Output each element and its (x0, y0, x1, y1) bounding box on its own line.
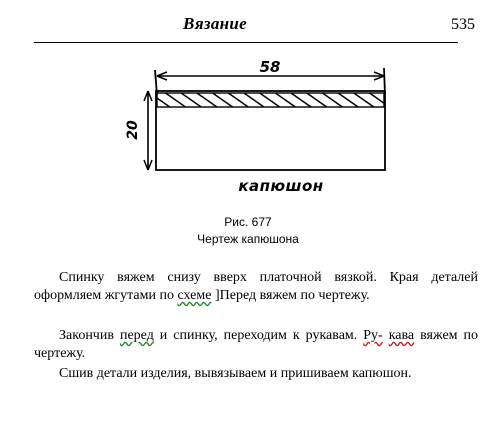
paragraph-text: ]Перед вяжем по чертежу. (211, 288, 370, 303)
body-paragraph (34, 327, 478, 363)
paragraph-text: вяжем по чертежу. (34, 328, 479, 361)
paragraph-text: Сшив детали изделия, вывязываем и пришиваем капюшон. (59, 366, 412, 381)
paragraph-text: и спинку, переходим к рукавам. (153, 328, 364, 343)
body-paragraph (34, 269, 478, 305)
height-dimension-line (144, 91, 152, 170)
height-label: 20 (125, 120, 141, 140)
figure-number: Рис. 677 (224, 215, 272, 229)
part-label: капюшон (238, 177, 324, 195)
page-number: 535 (451, 16, 475, 33)
width-label: 58 (259, 58, 281, 76)
figure-caption: Чертеж капюшона (197, 232, 299, 246)
paragraph-text: Спинку вяжем снизу вверх платочной вязкой. Края деталей оформляем жгутами по (34, 270, 478, 303)
hood-edge-band (157, 93, 384, 107)
flagged-word: Ру- (363, 328, 383, 343)
flagged-word: схеме (177, 288, 212, 303)
flagged-word: перед (119, 328, 154, 343)
flagged-word: кава (388, 328, 415, 343)
paragraph-text: Закончив (59, 328, 114, 343)
page-header-title: Вязание (183, 14, 247, 33)
body-paragraph (34, 365, 478, 383)
